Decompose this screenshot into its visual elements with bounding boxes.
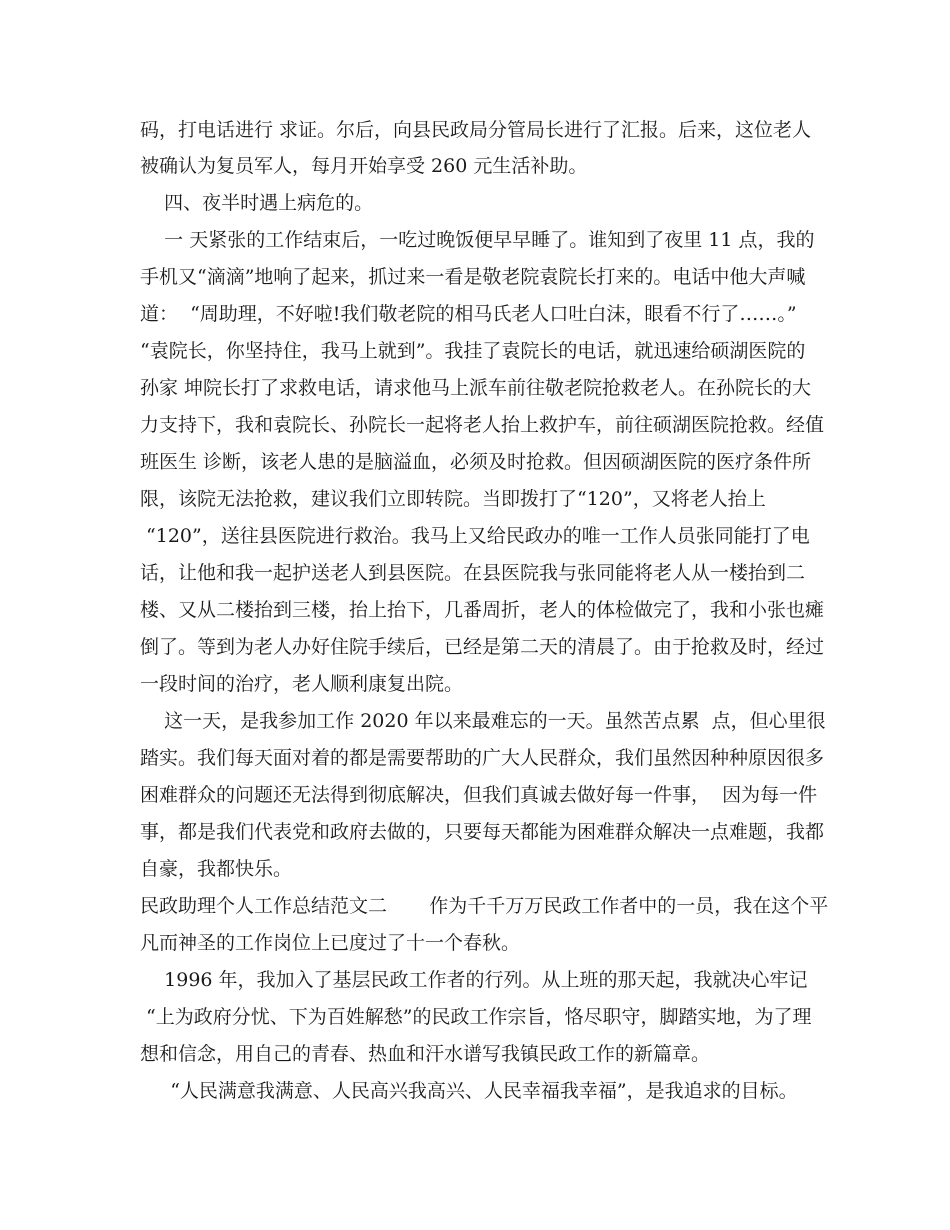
text-line: 力支持下，我和袁院长、孙院长一起将老人抬上救护车，前往硕湖医院抢救。经值 [140,414,825,436]
text-line: 一段时间的治疗，老人顺利康复出院。 [140,673,464,695]
text-line: “人民满意我满意、人民高兴我高兴、人民幸福我幸福”，是我追求的目标。 [140,1080,798,1102]
text-line: 被确认为复员军人，每月开始享受 260 元生活补助。 [140,155,588,177]
text-line: 踏实。我们每天面对着的都是需要帮助的广大人民群众，我们虽然因种种原因很多 [140,747,825,769]
text-line: 一 天紧张的工作结束后，一吃过晚饭便早早睡了。谁知到了夜里 11 点，我的 [140,229,815,251]
text-line: 限，该院无法抢救，建议我们立即转院。当即拨打了“120”，又将老人抬上 [140,488,766,510]
text-line: 班医生 诊断，该老人患的是脑溢血，必须及时抢救。但因硕湖医院的医疗条件所 [140,451,812,473]
text-line: 码，打电话进行 求证。尔后，向县民政局分管局长进行了汇报。后来，这位老人 [140,119,812,141]
text-line: 事，都是我们代表党和政府去做的，只要每天都能为困难群众解决一点难题，我都 [140,821,825,843]
text-line: 话，让他和我一起护送老人到县医院。在县医院我与张同能将老人从一楼抬到二 [140,562,806,584]
text-line: 想和信念，用自己的青春、热血和汗水谱写我镇民政工作的新篇章。 [140,1043,711,1065]
text-line: 困难群众的问题还无法得到彻底解决，但我们真诚去做好每一件事， 因为每一件 [140,784,818,806]
text-line: “上为政府分忧、下为百姓解愁”的民政工作宗旨，恪尽职守，脚踏实地，为了理 [140,1006,812,1028]
text-line: “袁院长，你坚持住，我马上就到”。我挂了袁院长的电话，就迅速给硕湖医院的 [140,340,806,362]
text-line: 手机又“滴滴”地响了起来，抓过来一看是敬老院袁院长打来的。电话中他大声喊 [140,266,806,288]
text-line: 孙家 坤院长打了求救电话，请求他马上派车前往敬老院抢救老人。在孙院长的大 [140,377,812,399]
text-line: 民政助理个人工作总结范文二 作为千千万万民政工作者中的一员，我在这个平 [140,895,829,917]
text-line: 这一天，是我参加工作 2020 年以来最难忘的一天。虽然苦点累 点，但心里很 [140,710,826,732]
text-line: 道： “周助理，不好啦!我们敬老院的相马氏老人口吐白沫，眼看不行了……。” [140,303,797,325]
text-line: 倒了。等到为老人办好住院手续后，已经是第二天的清晨了。由于抢救及时，经过 [140,636,825,658]
text-line: 1996 年，我加入了基层民政工作者的行列。从上班的那天起，我就决心牢记 [140,969,808,991]
text-line: 凡而神圣的工作岗位上已度过了十一个春秋。 [140,932,521,954]
section-heading: 四、夜半时遇上病危的。 [140,192,374,214]
text-line: “120”，送往县医院进行救治。我马上又给民政办的唯一工作人员张同能打了电 [140,525,810,547]
text-line: 自豪，我都快乐。 [140,858,293,880]
text-line: 楼、又从二楼抬到三楼，抬上抬下，几番周折，老人的体检做完了，我和小张也瘫 [140,599,825,621]
